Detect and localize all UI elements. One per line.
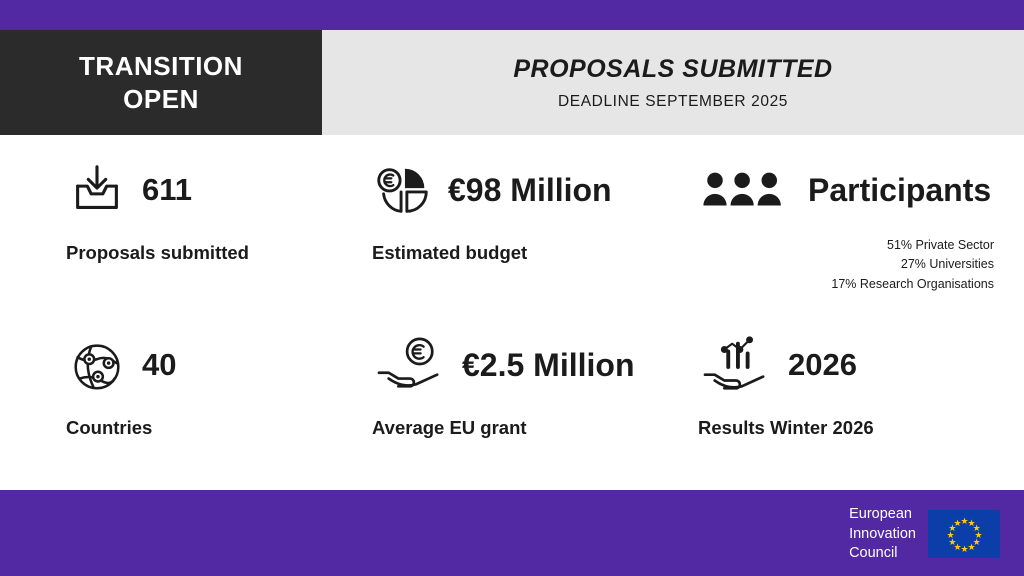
eu-flag-icon	[928, 510, 1000, 558]
header-title-block	[322, 30, 1024, 135]
stat-value: Participants	[808, 171, 992, 208]
eu-star-icon: ★	[953, 541, 962, 552]
hand-chart-icon	[698, 334, 774, 396]
header-programme-label	[0, 30, 322, 135]
stat-card	[330, 315, 670, 490]
pie-chart-euro-icon	[372, 159, 434, 221]
top-purple-bar	[0, 0, 1024, 30]
programme-name-line1: TRANSITION	[79, 51, 243, 81]
stat-card	[330, 140, 670, 315]
eu-star-icon: ★	[972, 522, 981, 533]
eu-star-icon: ★	[946, 529, 955, 540]
page-subtitle: DEADLINE SEPTEMBER 2025	[557, 92, 789, 110]
stat-caption: Countries	[66, 417, 153, 438]
participants-people-icon	[698, 159, 794, 221]
page-title: PROPOSALS SUBMITTED	[513, 54, 833, 83]
eu-star-icon: ★	[948, 522, 957, 533]
stat-caption: Results Winter 2026	[698, 417, 874, 438]
eu-star-icon: ★	[967, 517, 976, 528]
stat-value: €98 Million	[448, 171, 612, 208]
logo-line-2: Innovation	[849, 525, 916, 542]
stat-caption: Proposals submitted	[66, 242, 249, 263]
inbox-download-icon	[66, 159, 128, 221]
eu-star-icon: ★	[972, 536, 981, 547]
stat-caption: Estimated budget	[372, 242, 528, 263]
participants-breakdown	[698, 236, 1024, 294]
hand-euro-coin-icon	[372, 334, 448, 396]
eic-logo	[849, 505, 1000, 564]
stat-value: 40	[142, 347, 177, 382]
stat-value: 2026	[788, 347, 857, 382]
eu-star-icon: ★	[960, 543, 969, 554]
globe-pins-icon	[66, 334, 128, 396]
stat-caption: Average EU grant	[372, 417, 527, 438]
eu-star-icon: ★	[953, 517, 962, 528]
eu-star-icon: ★	[960, 515, 969, 526]
stat-card	[670, 140, 1024, 315]
header	[0, 30, 1024, 135]
eic-logo-text	[849, 505, 916, 564]
stat-card	[670, 315, 1024, 490]
breakdown-line: 27% Universities	[900, 257, 994, 272]
breakdown-line: 51% Private Sector	[887, 238, 994, 252]
eu-star-icon: ★	[974, 529, 983, 540]
stat-card	[0, 315, 330, 490]
programme-name-line2: OPEN	[123, 83, 199, 114]
stat-value: €2.5 Million	[462, 346, 635, 383]
eu-star-icon: ★	[948, 536, 957, 547]
stat-value: 611	[142, 172, 193, 207]
breakdown-line: 17% Research Organisations	[831, 276, 994, 291]
logo-line-1: European	[849, 506, 912, 522]
stats-grid	[0, 140, 1024, 490]
eu-star-icon: ★	[967, 541, 976, 552]
logo-line-3: Council	[849, 545, 898, 562]
stat-card	[0, 140, 330, 315]
